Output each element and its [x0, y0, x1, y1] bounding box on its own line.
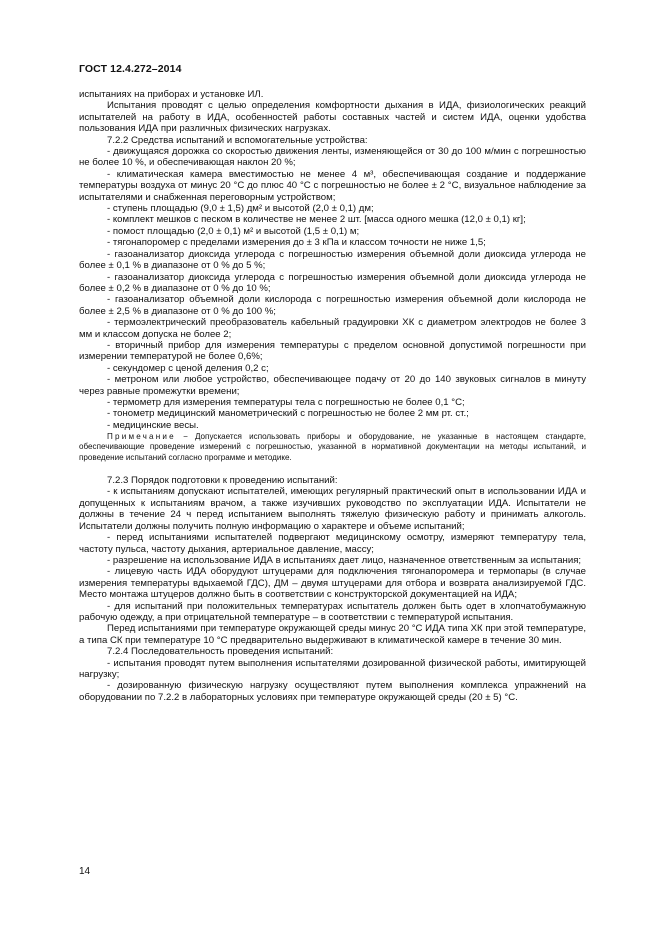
list-item: - перед испытаниями испытателей подвергают медицинскому осмотру, измеряют температуру тела, частоту пульса, частоту дыхания, артериальное давление, массу;: [79, 532, 586, 555]
note-text: − Допускается использовать приборы и оборудование, не указанные в настоящем стандарте, обеспечивающие проведение измерений с погрешностью, указанной в нормативной документации на методы испытаний, и проведение испытаний согласно программе и методике.: [79, 432, 587, 462]
list-item: - тягонапоромер с пределами измерения до ± 3 кПа и классом точности не ниже 1,5;: [107, 237, 486, 249]
list-item: - движущаяся дорожка со скоростью движения ленты, изменяющейся от 30 до 100 м/мин с погрешностью не более 10 %, и обеспечивающая наклон 20 %;: [79, 146, 586, 169]
list-item: - медицинские весы.: [107, 419, 199, 431]
list-item: - вторичный прибор для измерения температуры с пределом основной допустимой погрешности при измерении температурой не более 0,6%;: [79, 339, 586, 363]
list-item: - помост площадью (2,0 ± 0,1) м² и высотой (1,5 ± 0,1) м;: [107, 225, 360, 237]
paragraph: Испытания проводят с целью определения комфортности дыхания в ИДА, физиологических реакций испытателей на работу в ИДА, особенностей работы составных частей и систем ИДА, оценки удобства пользования ИДА при различных физических нагрузках.: [79, 100, 586, 135]
list-item: - метроном или любое устройство, обеспечивающее подачу от 20 до 140 звуковых сигналов в минуту через равные промежутки времени;: [79, 374, 586, 397]
list-item: - разрешение на использование ИДА в испытаниях дает лицо, назначенное ответственным за испытания;: [107, 554, 582, 566]
section-heading-7-2-3: 7.2.3 Порядок подготовки к проведению испытаний:: [107, 475, 338, 487]
list-item: - дозированную физическую нагрузку осуществляют путем выполнения комплекса упражнений на оборудовании по 7.2.2 в лабораторных условиях при температуре окружающей среды (20 ± 5) °С.: [79, 680, 586, 703]
spacer: [79, 463, 586, 475]
list-item: - газоанализатор диоксида углерода с погрешностью измерения объемной доли диоксида углерода не более ± 0,2 % в диапазоне от 0 % до 10 %;: [79, 271, 586, 294]
list-item: - испытания проводят путем выполнения испытателями дозированной физической работы, имитирующей нагрузку;: [79, 657, 586, 680]
list-item: - к испытаниям допускают испытателей, имеющих регулярный практический опыт в использовании ИДА и допущенных к испытаниям врачом, а также изучивших руководство по эксплуатации ИДА. Испытатели не должны в течение 24 ч перед испытанием выполнять тяжелую физическую работу и принимать алкоголь. Испытатели должны получить полную информацию о характере и объеме испытаний;: [79, 486, 586, 532]
list-item: - секундомер с ценой деления 0,2 с;: [107, 362, 269, 374]
note-label: Примечание: [107, 432, 176, 442]
list-item: - комплект мешков с песком в количестве не менее 2 шт. [масса одного мешка (12,0 ± 0,1) кг];: [107, 214, 526, 226]
list-item: - ступень площадью (9,0 ± 1,5) дм² и высотой (2,0 ± 0,1) дм;: [107, 203, 374, 215]
list-item: - газоанализатор объемной доли кислорода с погрешностью измерения объемной доли кислорода не более ± 2,5 % в диапазоне от 0 % до 100 %;: [79, 294, 586, 317]
list-item: - для испытаний при положительных температурах испытатель должен быть одет в хлопчатобумажную рабочую одежду, а при отрицательной температуре – в соответствии с температурой испытания.: [79, 600, 586, 623]
list-item: - тонометр медицинский манометрический с погрешностью не более 2 мм рт. ст.;: [107, 408, 469, 420]
list-item: - термометр для измерения температуры тела с погрешностью не более 0,1 °С;: [107, 396, 465, 408]
page-header-title: ГОСТ 12.4.272–2014: [79, 63, 182, 75]
section-heading-7-2-2: 7.2.2 Средства испытаний и вспомогательные устройства:: [107, 134, 368, 146]
list-item: - термоэлектрический преобразователь кабельный градуировки ХК с диаметром электродов не более 3 мм и классом допуска не более 2;: [79, 317, 586, 340]
paragraph: Перед испытаниями при температуре окружающей среды минус 20 °С ИДА типа ХК при этой температуре, а типа СК при температуре 10 °С предварительно выдерживают в климатической камере в течение 30 мин.: [79, 623, 586, 646]
page-number: 14: [79, 866, 91, 877]
note: [79, 432, 586, 463]
list-item: - климатическая камера вместимостью не менее 4 м³, обеспечивающая создание и поддержание температуры воздуха от минус 20 °С до плюс 40 °С с погрешностью не более ± 2 °С, визуальное наблюдение за испытателями и снабженная переговорным устройством;: [79, 168, 586, 203]
list-item: - лицевую часть ИДА оборудуют штуцерами для подключения тягонапоромера и термопары (в случае измерения температуры вдыхаемой ГДС), ДМ – двумя штуцерами для отбора и возврата анализируемой ГДС. Место монтажа штуцеров должно быть в соответствии с конструкторской документацией на ИДА;: [79, 566, 586, 601]
list-item: - газоанализатор диоксида углерода с погрешностью измерения объемной доли диоксида углерода не более ± 0,1 % в диапазоне от 0 % до 5 %;: [79, 248, 586, 272]
document-body: [79, 89, 586, 703]
section-heading-7-2-4: 7.2.4 Последовательность проведения испытаний:: [107, 646, 334, 658]
paragraph: испытаниях на приборах и установке ИЛ.: [79, 89, 264, 100]
